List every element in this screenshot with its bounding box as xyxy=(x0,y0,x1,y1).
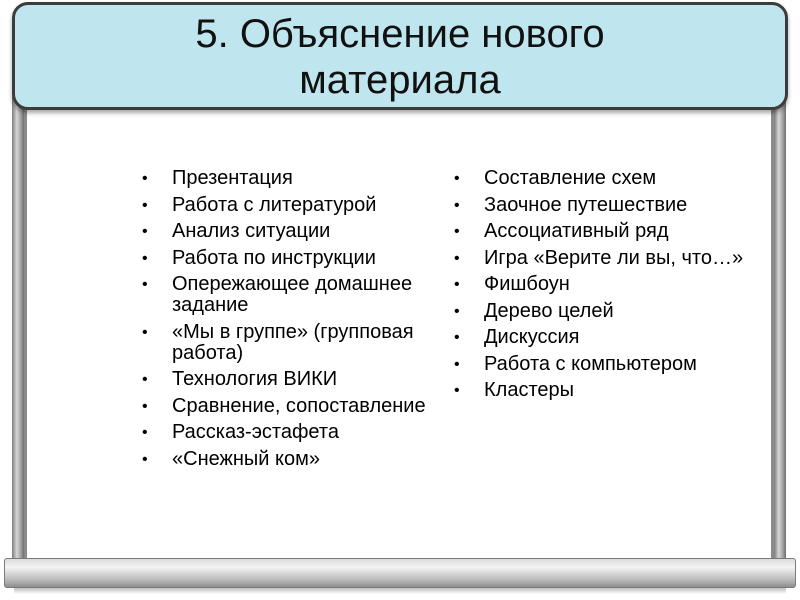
list-item-text: Презентация xyxy=(172,167,293,189)
list-item-text: Работа по инструкции xyxy=(172,246,376,269)
list-item-text: Технология ВИКИ xyxy=(172,368,338,390)
bullet-icon: • xyxy=(142,371,148,388)
list-item xyxy=(142,369,432,390)
list-item xyxy=(142,195,432,216)
list-item-text: Анализ ситуации xyxy=(172,220,331,242)
list-item xyxy=(142,248,432,269)
bullet-icon: • xyxy=(142,170,148,187)
list-item xyxy=(142,274,432,316)
list-item xyxy=(454,195,754,216)
list-item-text: Ассоциативный ряд xyxy=(484,220,669,242)
bullet-icon: • xyxy=(142,196,148,214)
bullet-icon: • xyxy=(142,397,148,415)
list-item-text: Работа с литературой xyxy=(172,193,377,216)
list-item-text: «Снежный ком» xyxy=(172,447,321,470)
bullet-icon: • xyxy=(454,170,460,187)
bullet-icon: • xyxy=(454,276,460,293)
bullet-icon: • xyxy=(142,249,148,267)
bullet-icon: • xyxy=(454,382,460,399)
list-item xyxy=(454,354,754,375)
board-left-post xyxy=(12,96,24,566)
list-item xyxy=(142,396,432,417)
list-item-text: «Мы в группе» (групповая работа) xyxy=(172,320,414,364)
list-item-text: Работа с компьютером xyxy=(484,352,697,375)
list-item xyxy=(454,168,754,189)
bullet-icon: • xyxy=(454,249,460,267)
board-tray-shadow xyxy=(14,588,786,594)
list-item-text: Заочное путешествие xyxy=(484,193,688,216)
bullet-icon: • xyxy=(454,223,460,240)
list-item xyxy=(454,221,754,242)
list-item-text: Игра «Верите ли вы, что…» xyxy=(484,246,744,269)
list-item xyxy=(454,327,754,348)
bullet-icon: • xyxy=(454,355,460,373)
bullet-icon: • xyxy=(142,323,148,341)
bullet-icon: • xyxy=(142,276,148,293)
list-item-text: Сравнение, сопоставление xyxy=(172,394,426,417)
list-item xyxy=(142,449,432,470)
bullet-icon: • xyxy=(454,302,460,320)
list-item xyxy=(454,248,754,269)
list-item xyxy=(142,422,432,443)
board-right-post xyxy=(774,96,786,566)
bullet-icon: • xyxy=(142,424,148,441)
list-item-text: Кластеры xyxy=(484,379,574,401)
list-item xyxy=(454,274,754,295)
list-item-text: Опережающее домашнее задание xyxy=(172,273,413,316)
slide-title: 5. Объяснение нового материала xyxy=(195,12,605,102)
list-item xyxy=(454,380,754,401)
list-item xyxy=(142,322,432,364)
left-bullet-list xyxy=(142,168,432,475)
board-tray xyxy=(4,558,796,588)
list-item xyxy=(454,301,754,322)
right-bullet-list xyxy=(454,168,754,407)
bullet-icon: • xyxy=(142,223,148,240)
list-item-text: Дерево целей xyxy=(484,299,614,322)
list-item xyxy=(142,221,432,242)
list-item-text: Дискуссия xyxy=(484,326,580,348)
title-banner xyxy=(12,2,788,110)
bullet-icon: • xyxy=(454,196,460,214)
bullet-icon: • xyxy=(142,450,148,468)
list-item-text: Рассказ-эстафета xyxy=(172,421,339,443)
bullet-icon: • xyxy=(454,329,460,346)
list-item-text: Составление схем xyxy=(484,167,657,189)
list-item xyxy=(142,168,432,189)
list-item-text: Фишбоун xyxy=(484,273,570,295)
